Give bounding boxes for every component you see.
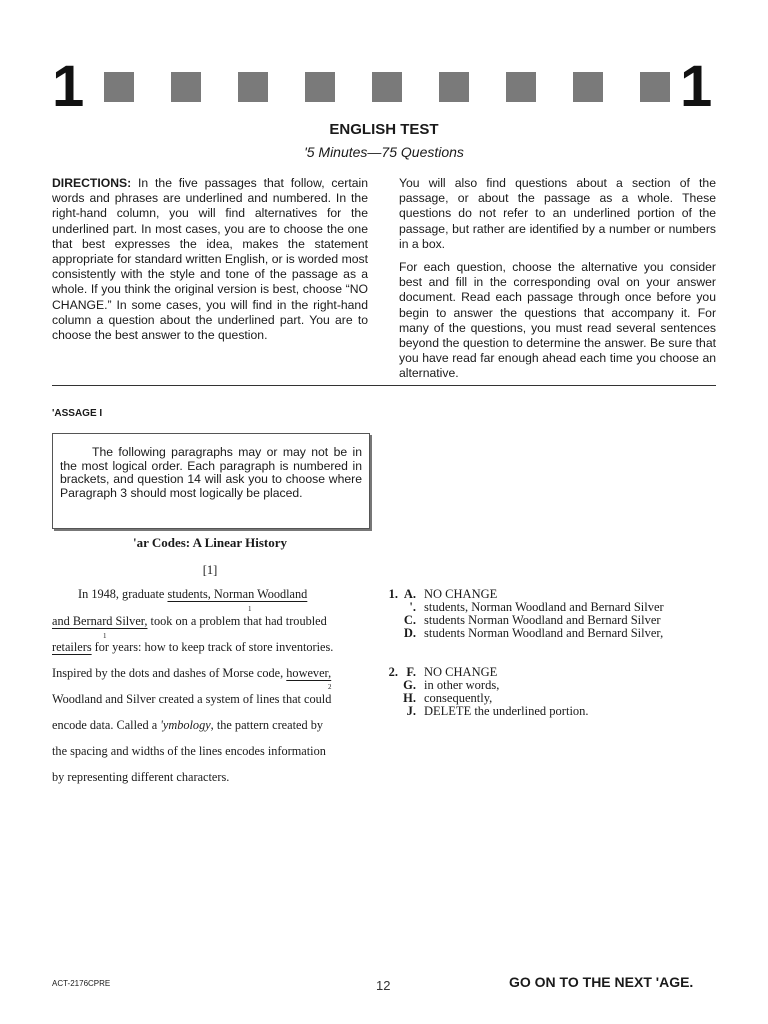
passage-line-7: the spacing and widths of the lines encodes information <box>52 744 326 758</box>
passage-text: Inspired by the dots and dashes of Morse code, <box>52 666 287 680</box>
passage-title: 'ar Codes: A Linear History <box>132 535 288 550</box>
passage-text: took on a problem that had troubled <box>147 614 327 628</box>
section-square <box>506 72 536 102</box>
underlined-portion-1c[interactable]: retailers <box>52 640 92 654</box>
passage-line-2 <box>52 614 327 629</box>
passage-line-1 <box>52 587 307 602</box>
question-marker-2: 2 <box>328 683 332 691</box>
underlined-portion-2[interactable]: however, <box>286 666 332 680</box>
question-number: 1. <box>388 587 398 601</box>
question-number: 2. <box>388 665 398 679</box>
option-letter: H. <box>403 691 416 705</box>
option-text: students, Norman Woodland and Bernard Silver <box>424 600 664 614</box>
option-text: consequently, <box>424 691 493 705</box>
passage-text: In 1948, graduate <box>78 587 168 601</box>
option-letter: C. <box>403 613 416 627</box>
passage-label: 'ASSAGE I <box>52 408 103 419</box>
option-letter: J. <box>406 704 416 718</box>
option-text: students Norman Woodland and Bernard Silver, <box>424 626 664 640</box>
question-1 <box>376 588 664 640</box>
test-title: ENGLISH TEST <box>329 121 439 138</box>
passage-line-5: Woodland and Silver created a system of lines that could <box>52 692 332 706</box>
section-square <box>305 72 335 102</box>
passage-text: , the pattern created by <box>210 718 323 732</box>
option-text: NO CHANGE <box>424 665 498 679</box>
passage-text: for years: how to keep track of store inventories. <box>91 640 334 654</box>
page-number: 12 <box>376 978 391 993</box>
section-square-band <box>104 72 670 102</box>
option-letter: A. <box>403 587 416 601</box>
section-square <box>171 72 201 102</box>
section-square <box>640 72 670 102</box>
underlined-portion-1a[interactable]: students, Norman Woodland <box>167 587 308 601</box>
passage-line-6 <box>52 718 323 733</box>
option-letter: F. <box>406 665 416 679</box>
passage-line-4 <box>52 666 331 681</box>
option-letter: G. <box>403 678 416 692</box>
underlined-portion-1b[interactable]: and Bernard Silver, <box>52 614 148 628</box>
directions-right-paragraph-1: You will also find questions about a section of the passage, or about the passage as a whole. These questions do not refer to an underlined portion of the passage, but rather are identified by a number or numbers in a box. <box>399 176 716 251</box>
passage-line-8: by representing different characters. <box>52 770 230 784</box>
section-number-left: 1 <box>52 54 85 119</box>
directions-left <box>52 176 368 343</box>
italic-term: 'ymbology <box>160 718 211 732</box>
answer-option[interactable] <box>376 705 589 718</box>
directions-right-paragraph-2: For each question, choose the alternative you consider best and fill in the corresponding oval on your answer document. Read each passage through once before you begin to answer the questions that accompany it. For many of the questions, you must read several sentences beyond the question to determine the answer. Be sure that you have read far enough ahead each time you choose an alternative. <box>399 260 716 381</box>
section-square <box>573 72 603 102</box>
option-letter: '. <box>409 600 416 614</box>
section-divider <box>52 385 716 386</box>
section-number-right: 1 <box>680 54 713 119</box>
question-marker-1a: 1 <box>248 605 252 613</box>
form-code: ACT-2176CPRE <box>52 979 111 988</box>
option-text: DELETE the underlined portion. <box>424 704 589 718</box>
option-text: in other words, <box>424 678 500 692</box>
section-square <box>372 72 402 102</box>
test-subtitle: '5 Minutes—75 Questions <box>304 144 464 160</box>
directions-left-text: In the five passages that follow, certain words and phrases are underlined and numbered. In the right-hand column, you will find alternatives for the underlined part. In most cases, you are to choose the one that best expresses the idea, makes the statement appropriate for standard written English, or is worded most consistently with the style and tone of the passage as a whole. If you think the original version is best, choose “NO CHANGE.” In some cases, you will find in the right-hand column a question about the underlined part. You are to choose the best answer to the question. <box>52 176 368 343</box>
directions-lead: DIRECTIONS: <box>52 176 132 190</box>
question-2 <box>376 666 589 718</box>
option-letter: D. <box>403 626 416 640</box>
option-text: NO CHANGE <box>424 587 498 601</box>
option-text: students Norman Woodland and Bernard Silver <box>424 613 661 627</box>
section-square <box>439 72 469 102</box>
directions-right <box>399 176 716 390</box>
passage-line-3 <box>52 640 333 655</box>
passage-text: encode data. Called a <box>52 718 161 732</box>
section-square <box>104 72 134 102</box>
passage-intro-box: The following paragraphs may or may not be in the most logical order. Each paragraph is numbered in brackets, and question 14 will ask you to choose where Paragraph 3 should most logically be placed. <box>52 433 370 529</box>
paragraph-number: [1] <box>202 563 218 577</box>
go-on-next-page: GO ON TO THE NEXT 'AGE. <box>509 974 694 990</box>
section-square <box>238 72 268 102</box>
question-marker-1b: 1 <box>103 632 107 640</box>
answer-option[interactable] <box>376 627 664 640</box>
